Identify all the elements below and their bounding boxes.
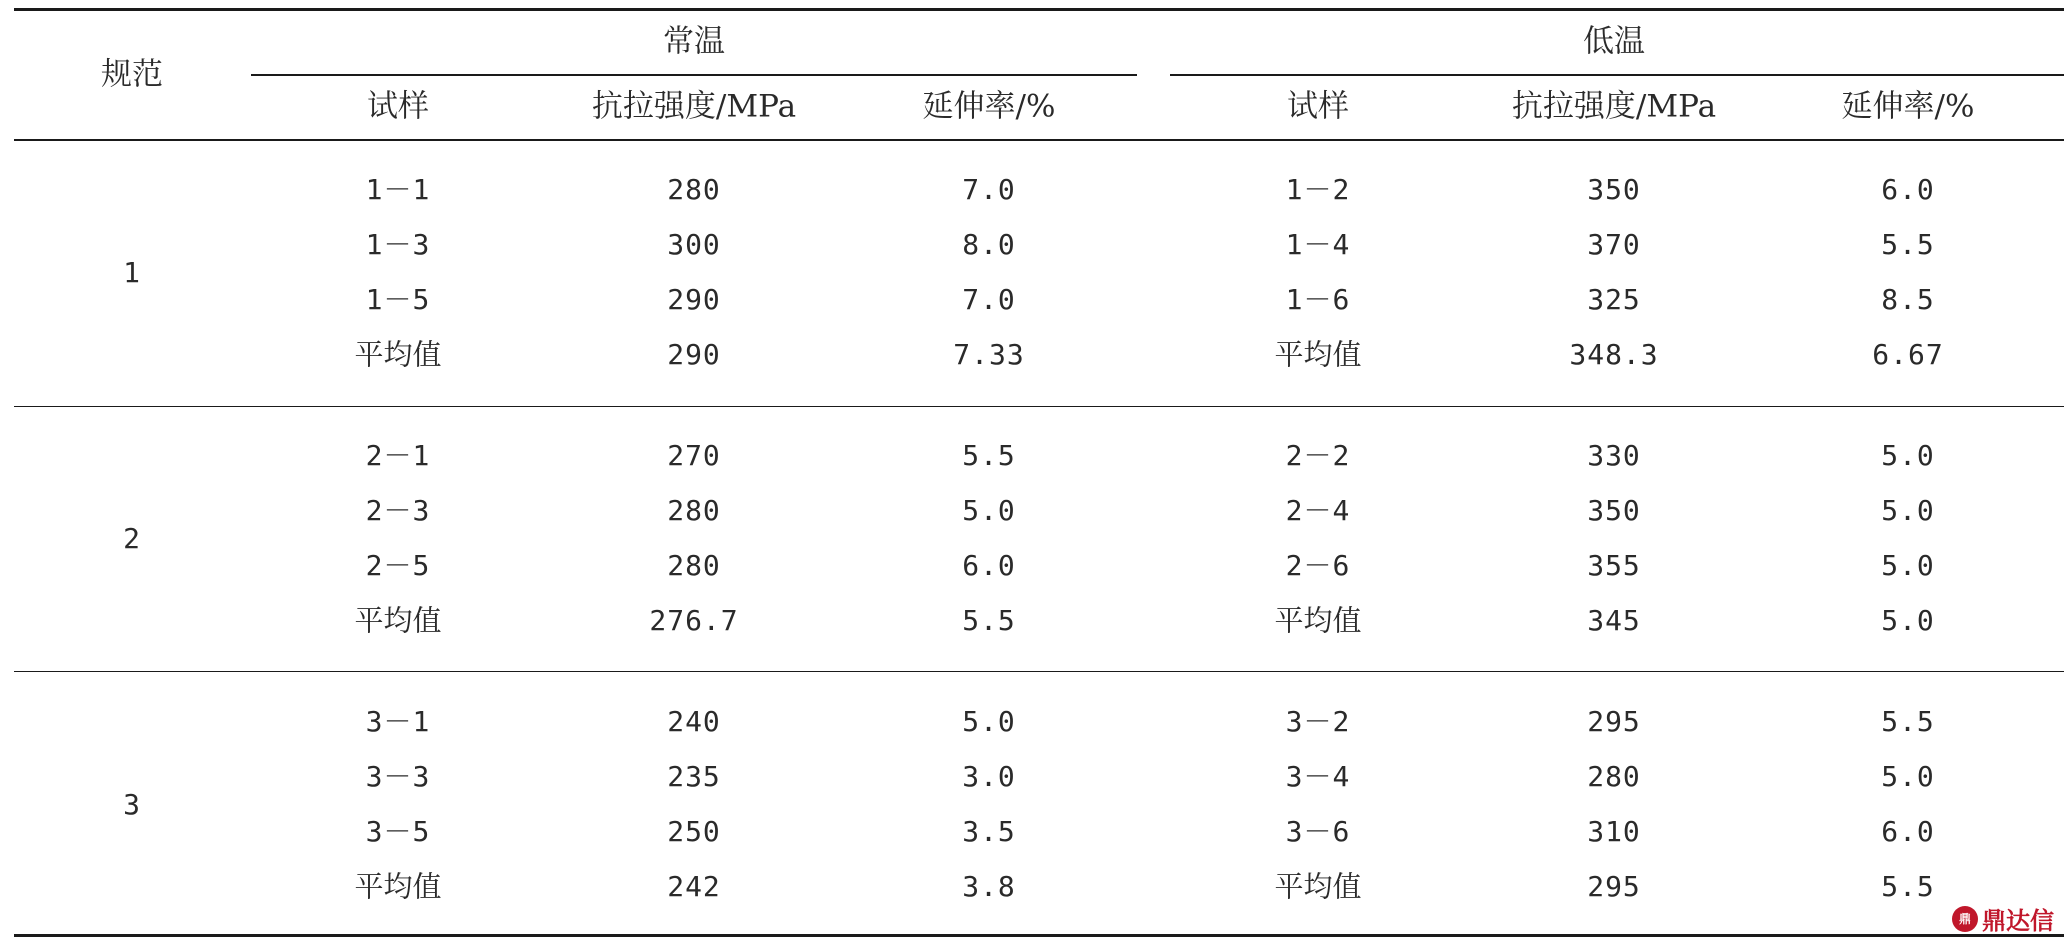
low-sample-cell: 1－2 — [1285, 173, 1351, 206]
normal-elongation-cell: 8.0 — [962, 228, 1016, 261]
header-normal-elongation: 延伸率/% — [922, 88, 1056, 125]
normal-strength-cell: 240 — [667, 705, 721, 738]
normal-strength-cell: 250 — [667, 815, 721, 848]
low-sample-cell: 平均值 — [1274, 603, 1362, 638]
header-low-strength: 抗拉强度/MPa — [1511, 88, 1717, 125]
spec-cell: 3 — [123, 787, 141, 821]
normal-elongation-cell: 3.0 — [962, 760, 1016, 793]
spec-cell: 2 — [123, 521, 141, 555]
low-strength-cell: 350 — [1587, 494, 1641, 527]
low-elongation-cell: 5.5 — [1881, 870, 1935, 903]
low-sample-cell: 平均值 — [1274, 869, 1362, 904]
low-sample-cell: 2－2 — [1285, 439, 1351, 472]
header-normal-sample: 试样 — [367, 88, 429, 125]
watermark-badge-icon: 鼎 — [1952, 906, 1978, 932]
table-bottom-rule — [14, 934, 2064, 937]
low-strength-cell: 355 — [1587, 549, 1641, 582]
low-strength-cell: 295 — [1587, 705, 1641, 738]
low-strength-cell: 330 — [1587, 439, 1641, 472]
normal-group-underline — [251, 74, 1137, 76]
low-elongation-cell: 5.0 — [1881, 549, 1935, 582]
low-elongation-cell: 6.0 — [1881, 815, 1935, 848]
low-strength-cell: 350 — [1587, 173, 1641, 206]
normal-elongation-cell: 7.33 — [953, 338, 1025, 371]
low-elongation-cell: 5.0 — [1881, 494, 1935, 527]
normal-elongation-cell: 6.0 — [962, 549, 1016, 582]
header-low-elongation: 延伸率/% — [1841, 88, 1975, 125]
normal-sample-cell: 1－1 — [365, 173, 431, 206]
normal-sample-cell: 平均值 — [354, 337, 442, 372]
table-top-rule — [14, 8, 2064, 11]
low-strength-cell: 370 — [1587, 228, 1641, 261]
low-strength-cell: 280 — [1587, 760, 1641, 793]
normal-strength-cell: 300 — [667, 228, 721, 261]
watermark-text: 鼎达信 — [1982, 907, 2054, 935]
header-bottom-rule — [14, 139, 2064, 141]
normal-sample-cell: 2－1 — [365, 439, 431, 472]
normal-elongation-cell: 5.0 — [962, 705, 1016, 738]
low-sample-cell: 1－4 — [1285, 228, 1351, 261]
header-group-low: 低温 — [1583, 23, 1645, 60]
normal-sample-cell: 平均值 — [354, 603, 442, 638]
low-elongation-cell: 5.0 — [1881, 760, 1935, 793]
low-elongation-cell: 6.0 — [1881, 173, 1935, 206]
low-elongation-cell: 6.67 — [1872, 338, 1944, 371]
normal-sample-cell: 3－5 — [365, 815, 431, 848]
normal-strength-cell: 280 — [667, 494, 721, 527]
normal-strength-cell: 276.7 — [649, 604, 739, 637]
low-sample-cell: 平均值 — [1274, 337, 1362, 372]
normal-strength-cell: 280 — [667, 549, 721, 582]
low-elongation-cell: 5.5 — [1881, 705, 1935, 738]
low-sample-cell: 3－6 — [1285, 815, 1351, 848]
normal-elongation-cell: 7.0 — [962, 173, 1016, 206]
normal-strength-cell: 270 — [667, 439, 721, 472]
low-sample-cell: 2－6 — [1285, 549, 1351, 582]
header-group-normal: 常温 — [663, 23, 725, 60]
low-elongation-cell: 8.5 — [1881, 283, 1935, 316]
normal-sample-cell: 1－5 — [365, 283, 431, 316]
normal-elongation-cell: 3.8 — [962, 870, 1016, 903]
normal-strength-cell: 235 — [667, 760, 721, 793]
low-elongation-cell: 5.5 — [1881, 228, 1935, 261]
normal-elongation-cell: 7.0 — [962, 283, 1016, 316]
normal-elongation-cell: 5.5 — [962, 439, 1016, 472]
watermark-logo — [1952, 901, 2054, 936]
normal-elongation-cell: 5.0 — [962, 494, 1016, 527]
normal-strength-cell: 290 — [667, 338, 721, 371]
normal-sample-cell: 2－3 — [365, 494, 431, 527]
header-low-sample: 试样 — [1287, 88, 1349, 125]
normal-sample-cell: 3－1 — [365, 705, 431, 738]
low-group-underline — [1170, 74, 2064, 76]
group-2-separator — [14, 671, 2064, 672]
normal-sample-cell: 3－3 — [365, 760, 431, 793]
header-spec: 规范 — [101, 56, 163, 93]
low-sample-cell: 3－4 — [1285, 760, 1351, 793]
header-normal-strength: 抗拉强度/MPa — [591, 88, 797, 125]
normal-elongation-cell: 3.5 — [962, 815, 1016, 848]
low-strength-cell: 325 — [1587, 283, 1641, 316]
low-elongation-cell: 5.0 — [1881, 439, 1935, 472]
normal-strength-cell: 242 — [667, 870, 721, 903]
normal-strength-cell: 280 — [667, 173, 721, 206]
low-sample-cell: 2－4 — [1285, 494, 1351, 527]
normal-elongation-cell: 5.5 — [962, 604, 1016, 637]
low-strength-cell: 345 — [1587, 604, 1641, 637]
low-strength-cell: 310 — [1587, 815, 1641, 848]
low-sample-cell: 1－6 — [1285, 283, 1351, 316]
low-sample-cell: 3－2 — [1285, 705, 1351, 738]
spec-cell: 1 — [123, 255, 141, 289]
normal-sample-cell: 2－5 — [365, 549, 431, 582]
group-1-separator — [14, 406, 2064, 407]
low-strength-cell: 348.3 — [1569, 338, 1659, 371]
normal-strength-cell: 290 — [667, 283, 721, 316]
low-elongation-cell: 5.0 — [1881, 604, 1935, 637]
low-strength-cell: 295 — [1587, 870, 1641, 903]
normal-sample-cell: 平均值 — [354, 869, 442, 904]
normal-sample-cell: 1－3 — [365, 228, 431, 261]
